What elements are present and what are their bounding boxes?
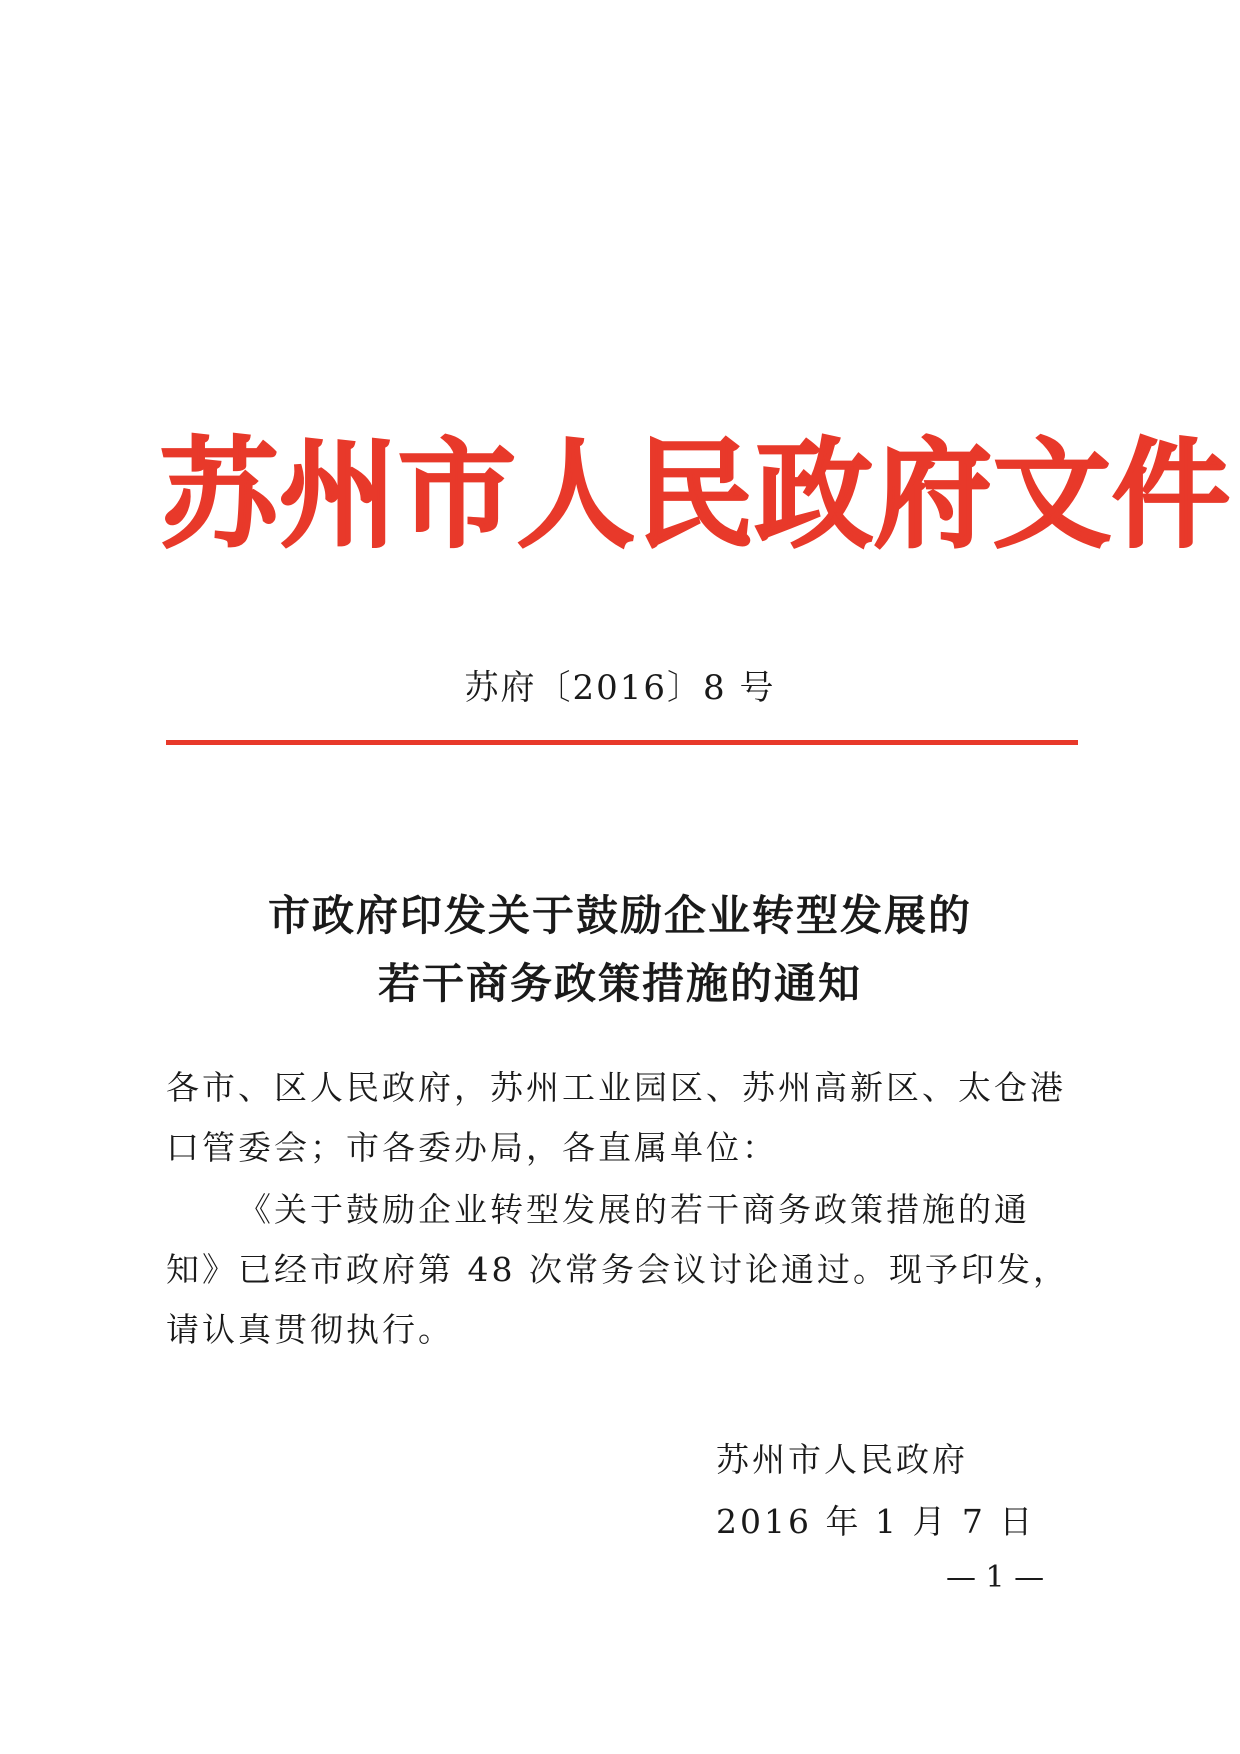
- masthead-title: 苏州市人民政府文件: [160, 426, 1232, 564]
- document-title: [0, 882, 1240, 1018]
- document-title-line-1: 市政府印发关于鼓励企业转型发展的: [267, 891, 972, 940]
- page-number: — 1 —: [946, 1560, 1045, 1595]
- document-number: 苏府〔2016〕8 号: [464, 668, 776, 708]
- issuing-authority: 苏州市人民政府: [716, 1440, 968, 1479]
- salutation-recipients: 各市、区人民政府，苏州工业园区、苏州高新区、太仓港口管委会；市各委办局，各直属单位：: [166, 1068, 1066, 1167]
- document-title-line-2: 若干商务政策措施的通知: [377, 959, 862, 1008]
- red-divider-line: [166, 740, 1078, 745]
- body-paragraph: 《关于鼓励企业转型发展的若干商务政策措施的通知》已经市政府第 48 次常务会议讨论通过。现予印发，请认真贯彻执行。: [166, 1190, 1069, 1349]
- issue-date: 2016 年 1 月 7 日: [716, 1502, 1036, 1541]
